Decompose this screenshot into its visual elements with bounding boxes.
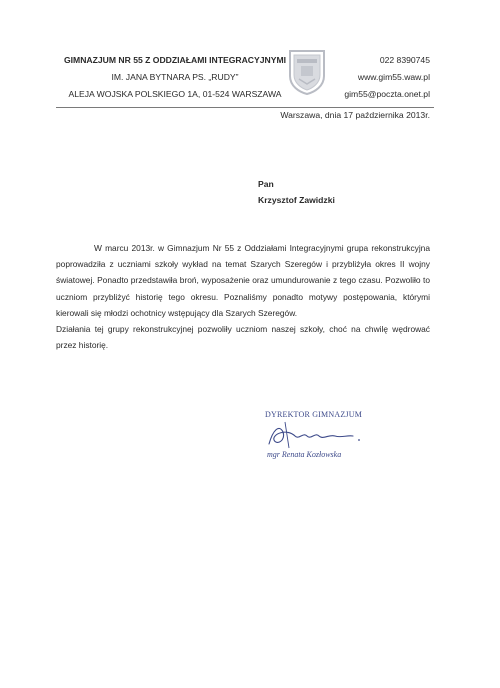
- contact-email: gim55@poczta.onet.pl: [344, 89, 430, 99]
- body-paragraph-1: W marcu 2013r. w Gimnazjum Nr 55 z Oddziałami Integracyjnymi grupa rekonstrukcyjna poprowadziła z uczniami szkoły wykład na temat Szarych Szeregów i przybliżyła okres II wojny światowej. Ponadto przedstawiła broń, wyposażenie oraz umundurowanie z tego czasu. Pozwoliło to uczniom przybliżyć historię tego okresu. Poznaliśmy ponadto motywy postępowania, którymi kierowali się młodzi ochotnicy wstępujący dla Szarych Szeregów.: [56, 243, 430, 318]
- stamp-title: DYREKTOR GIMNAZJUM: [265, 410, 363, 419]
- school-header: [60, 52, 290, 103]
- school-crest-icon: [287, 48, 327, 96]
- body-paragraph-2: Działania tej grupy rekonstrukcyjnej pozwoliły uczniom naszej szkoły, choć na chwilę wędrować przez historię.: [56, 324, 430, 351]
- school-name: GIMNAZJUM NR 55 Z ODDZIAŁAMI INTEGRACYJNYMI: [63, 55, 286, 65]
- school-address: ALEJA WOJSKA POLSKIEGO 1A, 01-524 WARSZAWA: [68, 89, 282, 99]
- school-patron: IM. JANA BYTNARA PS. „RUDY”: [111, 72, 239, 82]
- signature-stamp: [265, 410, 375, 470]
- stamp-name: mgr Renata Kozłowska: [267, 450, 342, 459]
- letter-date: Warszawa, dnia 17 października 2013r.: [280, 110, 430, 120]
- recipient-name: Krzysztof Zawidzki: [258, 195, 335, 205]
- recipient-salutation: Pan: [258, 179, 274, 189]
- handwritten-signature: [265, 418, 375, 452]
- contact-phone: 022 8390745: [379, 55, 430, 65]
- recipient-block: [258, 176, 335, 208]
- letter-body: [56, 240, 430, 353]
- contact-website: www.gim55.waw.pl: [357, 72, 430, 82]
- header-divider: [56, 107, 434, 108]
- contact-block: [344, 52, 430, 103]
